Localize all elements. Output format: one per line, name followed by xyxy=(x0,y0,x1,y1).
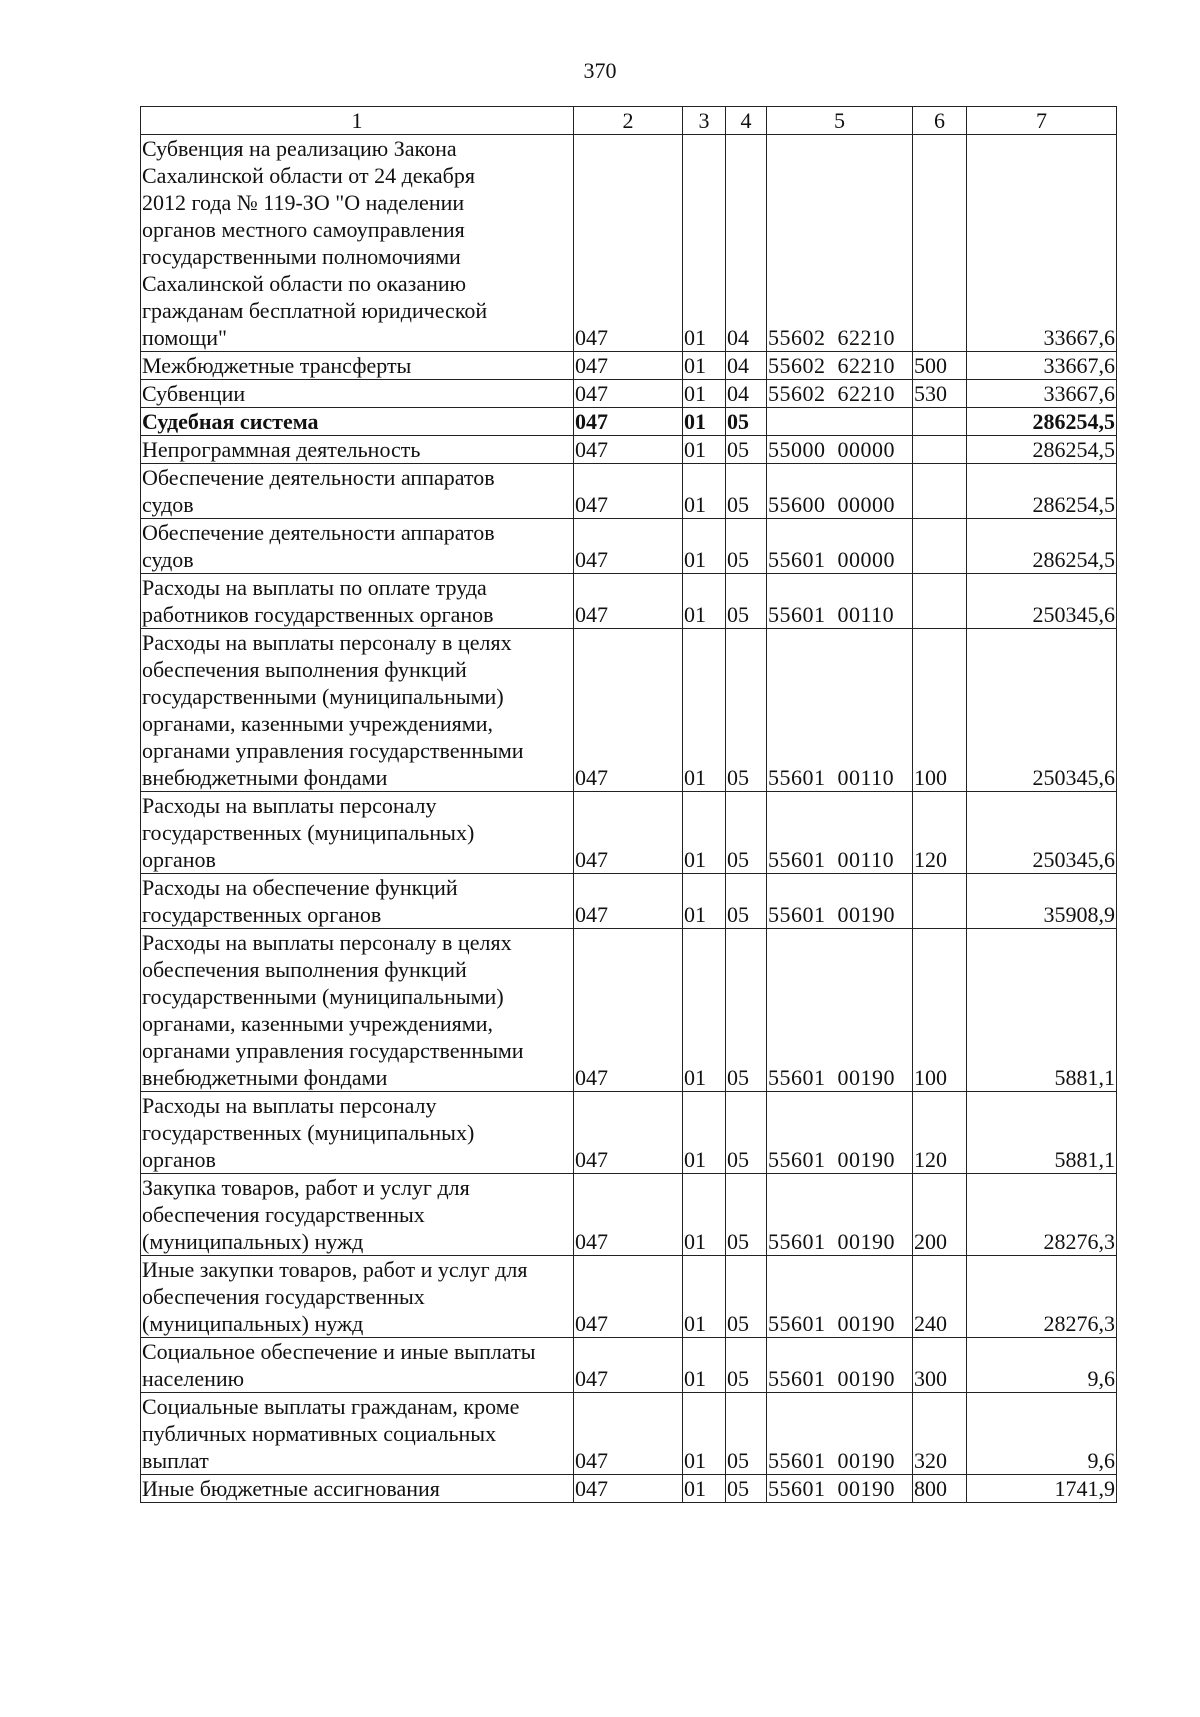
table-row xyxy=(141,352,1117,380)
row-expense-type-code: 300 xyxy=(913,1338,967,1393)
row-expense-type-code xyxy=(913,519,967,574)
row-description: Иные бюджетные ассигнования xyxy=(141,1475,574,1503)
table-row xyxy=(141,1092,1117,1174)
row-amount: 9,6 xyxy=(967,1393,1117,1475)
header-cell-5: 5 xyxy=(767,107,913,135)
row-target-article-code xyxy=(767,135,913,352)
row-amount: 33667,6 xyxy=(967,380,1117,408)
row-grbs-code: 047 xyxy=(574,1338,683,1393)
row-subsection-code: 05 xyxy=(726,574,767,629)
row-target-article-code xyxy=(767,380,913,408)
row-description: Иные закупки товаров, работ и услуг для обеспечения государственных (муниципальных) нужд xyxy=(141,1256,574,1338)
row-description: Субвенция на реализацию Закона Сахалинской области от 24 декабря 2012 года № 119-ЗО "О наделении органов местного самоуправления государственными полномочиями Сахалинской области по оказанию гражданам бесплатной юридической помощи" xyxy=(141,135,574,352)
row-section-code: 01 xyxy=(683,352,726,380)
target-article-part-a: 55000 xyxy=(768,437,826,462)
row-expense-type-code: 800 xyxy=(913,1475,967,1503)
row-subsection-code: 05 xyxy=(726,874,767,929)
target-article-part-a: 55602 xyxy=(768,325,826,350)
target-article-part-b: 00190 xyxy=(837,1229,895,1254)
row-subsection-code: 05 xyxy=(726,464,767,519)
row-expense-type-code: 100 xyxy=(913,629,967,792)
row-section-code: 01 xyxy=(683,380,726,408)
row-subsection-code: 05 xyxy=(726,929,767,1092)
target-article-part-a: 55601 xyxy=(768,602,826,627)
row-grbs-code: 047 xyxy=(574,574,683,629)
row-expense-type-code: 120 xyxy=(913,1092,967,1174)
header-cell-3: 3 xyxy=(683,107,726,135)
row-grbs-code: 047 xyxy=(574,464,683,519)
target-article-part-b: 62210 xyxy=(837,381,895,406)
row-subsection-code: 05 xyxy=(726,519,767,574)
row-target-article-code xyxy=(767,519,913,574)
row-grbs-code: 047 xyxy=(574,629,683,792)
row-subsection-code: 05 xyxy=(726,408,767,436)
row-target-article-code xyxy=(767,408,913,436)
row-expense-type-code xyxy=(913,135,967,352)
row-target-article-code xyxy=(767,1256,913,1338)
row-subsection-code: 05 xyxy=(726,1092,767,1174)
row-expense-type-code xyxy=(913,574,967,629)
row-subsection-code: 05 xyxy=(726,1475,767,1503)
target-article-part-a: 55602 xyxy=(768,381,826,406)
row-grbs-code: 047 xyxy=(574,408,683,436)
row-amount: 250345,6 xyxy=(967,629,1117,792)
target-article-part-a: 55601 xyxy=(768,765,826,790)
row-grbs-code: 047 xyxy=(574,1092,683,1174)
target-article-part-b: 62210 xyxy=(837,325,895,350)
target-article-part-a: 55601 xyxy=(768,1476,826,1501)
row-expense-type-code: 100 xyxy=(913,929,967,1092)
target-article-part-a: 55601 xyxy=(768,847,826,872)
row-subsection-code: 05 xyxy=(726,436,767,464)
table-row xyxy=(141,629,1117,792)
row-section-code: 01 xyxy=(683,574,726,629)
header-row xyxy=(141,107,1117,135)
row-subsection-code: 05 xyxy=(726,1256,767,1338)
row-amount: 286254,5 xyxy=(967,408,1117,436)
table-row xyxy=(141,1475,1117,1503)
row-amount: 5881,1 xyxy=(967,1092,1117,1174)
row-section-code: 01 xyxy=(683,1174,726,1256)
row-target-article-code xyxy=(767,1092,913,1174)
row-subsection-code: 05 xyxy=(726,1338,767,1393)
row-grbs-code: 047 xyxy=(574,1174,683,1256)
target-article-part-b: 00190 xyxy=(837,1147,895,1172)
row-description: Социальное обеспечение и иные выплаты населению xyxy=(141,1338,574,1393)
table-row xyxy=(141,408,1117,436)
target-article-part-a: 55601 xyxy=(768,1448,826,1473)
row-amount: 33667,6 xyxy=(967,135,1117,352)
row-section-code: 01 xyxy=(683,1475,726,1503)
page-number: 370 xyxy=(583,58,617,83)
row-amount: 286254,5 xyxy=(967,464,1117,519)
row-grbs-code: 047 xyxy=(574,874,683,929)
target-article-part-b: 00190 xyxy=(837,902,895,927)
target-article-part-a: 55601 xyxy=(768,1065,826,1090)
header-cell-1: 1 xyxy=(141,107,574,135)
row-description: Расходы на выплаты персоналу в целях обеспечения выполнения функций государственными (муниципальными) органами, казенными учреждениями, органами управления государственными внебюджетными фондами xyxy=(141,929,574,1092)
row-grbs-code: 047 xyxy=(574,352,683,380)
target-article-part-a: 55601 xyxy=(768,1366,826,1391)
table-header xyxy=(141,107,1117,135)
row-section-code: 01 xyxy=(683,464,726,519)
row-description: Обеспечение деятельности аппаратов судов xyxy=(141,519,574,574)
row-target-article-code xyxy=(767,574,913,629)
target-article-part-b: 00190 xyxy=(837,1311,895,1336)
row-target-article-code xyxy=(767,436,913,464)
row-amount: 250345,6 xyxy=(967,792,1117,874)
row-amount: 286254,5 xyxy=(967,519,1117,574)
target-article-part-b: 62210 xyxy=(837,353,895,378)
row-grbs-code: 047 xyxy=(574,1475,683,1503)
table-row xyxy=(141,874,1117,929)
row-target-article-code xyxy=(767,352,913,380)
row-section-code: 01 xyxy=(683,929,726,1092)
row-subsection-code: 04 xyxy=(726,135,767,352)
row-amount: 5881,1 xyxy=(967,929,1117,1092)
row-description: Расходы на выплаты персоналу в целях обеспечения выполнения функций государственными (муниципальными) органами, казенными учреждениями, органами управления государственными внебюджетными фондами xyxy=(141,629,574,792)
row-target-article-code xyxy=(767,1393,913,1475)
row-description: Непрограммная деятельность xyxy=(141,436,574,464)
header-cell-7: 7 xyxy=(967,107,1117,135)
row-amount: 1741,9 xyxy=(967,1475,1117,1503)
target-article-part-b: 00190 xyxy=(837,1366,895,1391)
table-row xyxy=(141,519,1117,574)
row-subsection-code: 05 xyxy=(726,792,767,874)
table-row xyxy=(141,380,1117,408)
target-article-part-a: 55601 xyxy=(768,1311,826,1336)
target-article-part-b: 00110 xyxy=(837,765,895,790)
target-article-part-b: 00110 xyxy=(837,847,895,872)
row-expense-type-code: 320 xyxy=(913,1393,967,1475)
row-section-code: 01 xyxy=(683,408,726,436)
target-article-part-b: 00000 xyxy=(837,437,895,462)
row-section-code: 01 xyxy=(683,436,726,464)
row-target-article-code xyxy=(767,464,913,519)
row-description: Расходы на выплаты персоналу государственных (муниципальных) органов xyxy=(141,1092,574,1174)
row-subsection-code: 05 xyxy=(726,629,767,792)
row-amount: 286254,5 xyxy=(967,436,1117,464)
table-body xyxy=(141,135,1117,1503)
row-section-code: 01 xyxy=(683,1393,726,1475)
row-grbs-code: 047 xyxy=(574,1393,683,1475)
target-article-part-a: 55600 xyxy=(768,492,826,517)
row-target-article-code xyxy=(767,929,913,1092)
table-row xyxy=(141,1174,1117,1256)
row-expense-type-code: 120 xyxy=(913,792,967,874)
row-expense-type-code: 500 xyxy=(913,352,967,380)
row-amount: 28276,3 xyxy=(967,1256,1117,1338)
row-description: Обеспечение деятельности аппаратов судов xyxy=(141,464,574,519)
table-row xyxy=(141,1393,1117,1475)
target-article-part-b: 00190 xyxy=(837,1476,895,1501)
row-section-code: 01 xyxy=(683,135,726,352)
row-description: Межбюджетные трансферты xyxy=(141,352,574,380)
target-article-part-a: 55601 xyxy=(768,1147,826,1172)
table-row xyxy=(141,436,1117,464)
table-row xyxy=(141,135,1117,352)
table-row xyxy=(141,464,1117,519)
budget-table xyxy=(140,106,1117,1503)
target-article-part-a: 55601 xyxy=(768,547,826,572)
row-grbs-code: 047 xyxy=(574,135,683,352)
row-description: Расходы на выплаты по оплате труда работников государственных органов xyxy=(141,574,574,629)
row-expense-type-code xyxy=(913,436,967,464)
target-article-part-a: 55601 xyxy=(768,1229,826,1254)
row-subsection-code: 05 xyxy=(726,1393,767,1475)
target-article-part-b: 00110 xyxy=(837,602,895,627)
header-cell-6: 6 xyxy=(913,107,967,135)
row-subsection-code: 04 xyxy=(726,380,767,408)
table-row xyxy=(141,929,1117,1092)
target-article-part-b: 00000 xyxy=(837,492,895,517)
target-article-part-a: 55601 xyxy=(768,902,826,927)
row-section-code: 01 xyxy=(683,629,726,792)
target-article-part-b: 00190 xyxy=(837,1448,895,1473)
row-expense-type-code xyxy=(913,874,967,929)
row-target-article-code xyxy=(767,629,913,792)
table-row xyxy=(141,574,1117,629)
target-article-part-b: 00000 xyxy=(837,547,895,572)
row-target-article-code xyxy=(767,1174,913,1256)
row-subsection-code: 05 xyxy=(726,1174,767,1256)
row-grbs-code: 047 xyxy=(574,929,683,1092)
row-description: Расходы на выплаты персоналу государственных (муниципальных) органов xyxy=(141,792,574,874)
row-amount: 250345,6 xyxy=(967,574,1117,629)
row-expense-type-code xyxy=(913,464,967,519)
row-section-code: 01 xyxy=(683,1338,726,1393)
row-grbs-code: 047 xyxy=(574,519,683,574)
row-section-code: 01 xyxy=(683,792,726,874)
header-cell-2: 2 xyxy=(574,107,683,135)
row-target-article-code xyxy=(767,1338,913,1393)
table-row xyxy=(141,1338,1117,1393)
row-target-article-code xyxy=(767,1475,913,1503)
row-grbs-code: 047 xyxy=(574,1256,683,1338)
row-description: Судебная система xyxy=(141,408,574,436)
row-description: Закупка товаров, работ и услуг для обеспечения государственных (муниципальных) нужд xyxy=(141,1174,574,1256)
row-amount: 35908,9 xyxy=(967,874,1117,929)
row-amount: 28276,3 xyxy=(967,1174,1117,1256)
row-section-code: 01 xyxy=(683,519,726,574)
row-expense-type-code: 240 xyxy=(913,1256,967,1338)
row-grbs-code: 047 xyxy=(574,792,683,874)
row-grbs-code: 047 xyxy=(574,436,683,464)
target-article-part-a: 55602 xyxy=(768,353,826,378)
table-row xyxy=(141,1256,1117,1338)
row-target-article-code xyxy=(767,792,913,874)
table-row xyxy=(141,792,1117,874)
row-description: Субвенции xyxy=(141,380,574,408)
row-section-code: 01 xyxy=(683,874,726,929)
row-target-article-code xyxy=(767,874,913,929)
row-amount: 9,6 xyxy=(967,1338,1117,1393)
row-expense-type-code: 530 xyxy=(913,380,967,408)
row-expense-type-code: 200 xyxy=(913,1174,967,1256)
target-article-part-b: 00190 xyxy=(837,1065,895,1090)
row-subsection-code: 04 xyxy=(726,352,767,380)
row-expense-type-code xyxy=(913,408,967,436)
row-section-code: 01 xyxy=(683,1256,726,1338)
row-amount: 33667,6 xyxy=(967,352,1117,380)
header-cell-4: 4 xyxy=(726,107,767,135)
row-section-code: 01 xyxy=(683,1092,726,1174)
row-description: Расходы на обеспечение функций государственных органов xyxy=(141,874,574,929)
row-grbs-code: 047 xyxy=(574,380,683,408)
row-description: Социальные выплаты гражданам, кроме публичных нормативных социальных выплат xyxy=(141,1393,574,1475)
